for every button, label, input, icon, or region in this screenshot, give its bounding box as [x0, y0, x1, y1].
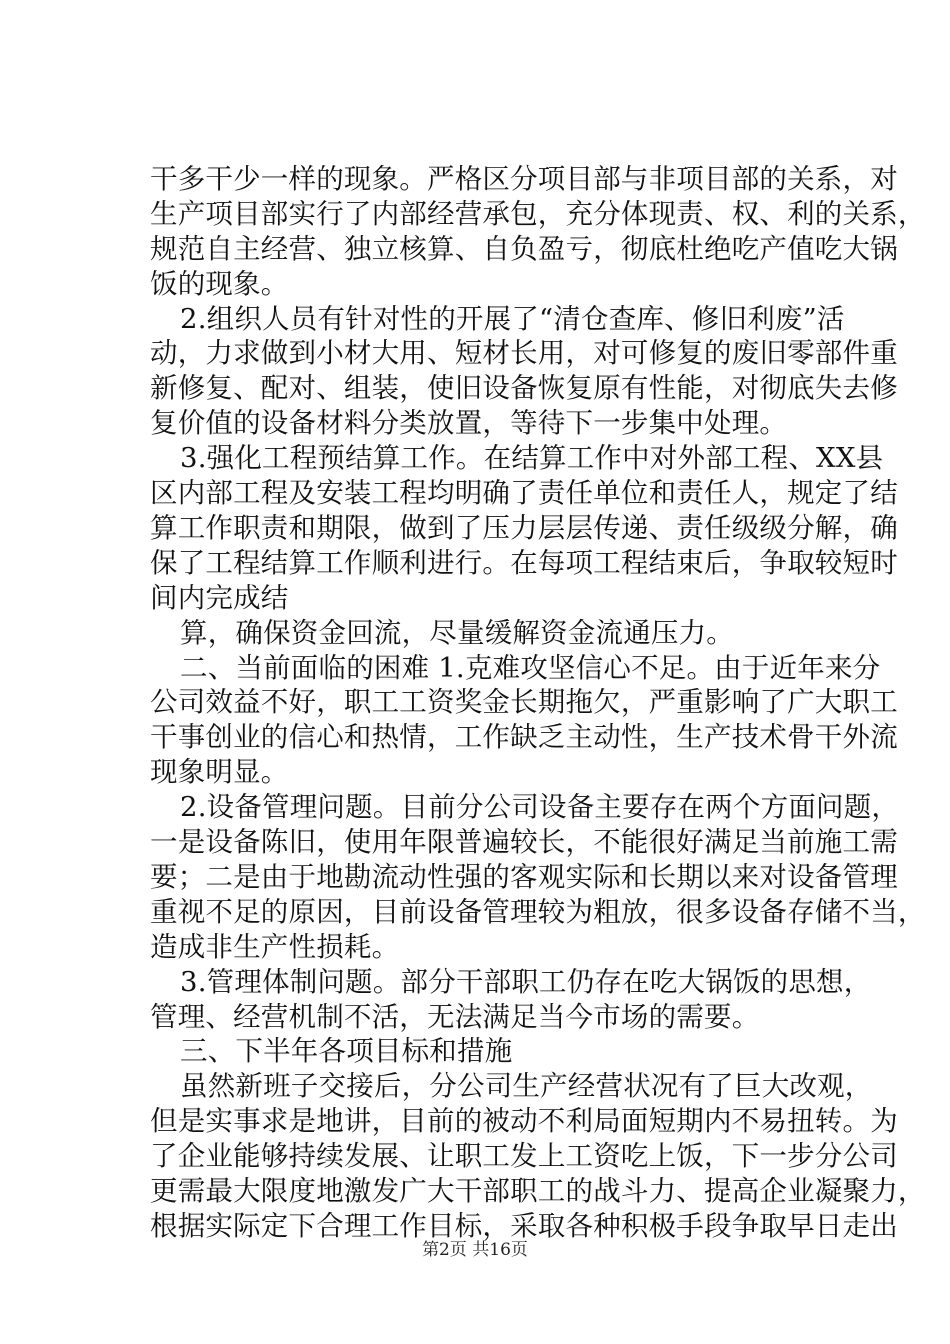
paragraph-3-line-2: 区内部工程及安装工程均明确了责任单位和责任人，规定了结	[150, 477, 898, 509]
paragraph-9-line-4: 更需最大限度地激发广大干部职工的战斗力、提高企业凝聚力，	[150, 1175, 926, 1207]
text-line-4: 饭的现象。	[150, 268, 289, 300]
paragraph-2-line-4: 复价值的设备材料分类放置，等待下一步集中处理。	[150, 407, 788, 439]
section-2-line-2: 公司效益不好，职工工资奖金长期拖欠，严重影响了广大职工	[150, 686, 898, 718]
paragraph-9-line-2: 但是实事求是地讲，目前的被动不利局面短期内不易扭转。为	[150, 1105, 898, 1137]
paragraph-9-line-1: 虽然新班子交接后，分公司生产经营状况有了巨大改观，	[180, 1070, 873, 1102]
paragraph-7-line-1: 3.管理体制问题。部分干部职工仍存在吃大锅饭的思想，	[180, 966, 872, 998]
paragraph-3-line-3: 算工作职责和期限，做到了压力层层传递、责任级级分解，确	[150, 512, 898, 544]
paragraph-6-line-4: 重视不足的原因，目前设备管理较为粗放，很多设备存储不当，	[150, 896, 926, 928]
section-2-line-4: 现象明显。	[150, 756, 289, 788]
section-3-heading: 三、下半年各项目标和措施	[180, 1035, 513, 1067]
paragraph-9-line-3: 了企业能够持续发展、让职工发上工资吃上饭，下一步分公司	[150, 1140, 898, 1172]
page-number-footer: 第2页 共16页	[422, 1240, 528, 1260]
paragraph-2-line-3: 新修复、配对、组装，使旧设备恢复原有性能，对彻底失去修	[150, 372, 898, 404]
paragraph-9-line-5: 根据实际定下合理工作目标，采取各种积极手段争取早日走出	[150, 1210, 898, 1242]
paragraph-3-line-4: 保了工程结算工作顺利进行。在每项工程结束后，争取较短时	[150, 547, 898, 579]
text-line-3: 规范自主经营、独立核算、自负盈亏，彻底杜绝吃产值吃大锅	[150, 233, 898, 265]
section-2-line-3: 干事创业的信心和热情，工作缺乏主动性，生产技术骨干外流	[150, 721, 898, 753]
text-line-1: 干多干少一样的现象。严格区分项目部与非项目部的关系，对	[150, 163, 898, 195]
paragraph-6-line-1: 2.设备管理问题。目前分公司设备主要存在两个方面问题，	[180, 791, 900, 823]
paragraph-2-line-2: 动，力求做到小材大用、短材长用，对可修复的废旧零部件重	[150, 337, 898, 369]
paragraph-7-line-2: 管理、经营机制不活，无法满足当今市场的需要。	[150, 1001, 760, 1033]
paragraph-3-line-5: 间内完成结	[150, 582, 289, 614]
paragraph-6-line-2: 一是设备陈旧，使用年限普遍较长，不能很好满足当前施工需	[150, 826, 898, 858]
section-2-line-1: 二、当前面临的困难 1.克难攻坚信心不足。由于近年来分	[180, 652, 881, 684]
paragraph-6-line-5: 造成非生产性损耗。	[150, 931, 400, 963]
text-line-2: 生产项目部实行了内部经营承包，充分体现责、权、利的关系，	[150, 198, 926, 230]
paragraph-2-line-1: 2.组织人员有针对性的开展了“清仓查库、修旧利废”活	[180, 303, 845, 335]
paragraph-3-line-1: 3.强化工程预结算工作。在结算工作中对外部工程、XX县	[180, 442, 884, 474]
paragraph-4-line-1: 算，确保资金回流，尽量缓解资金流通压力。	[180, 617, 734, 649]
paragraph-6-line-3: 要；二是由于地勘流动性强的客观实际和长期以来对设备管理	[150, 861, 898, 893]
